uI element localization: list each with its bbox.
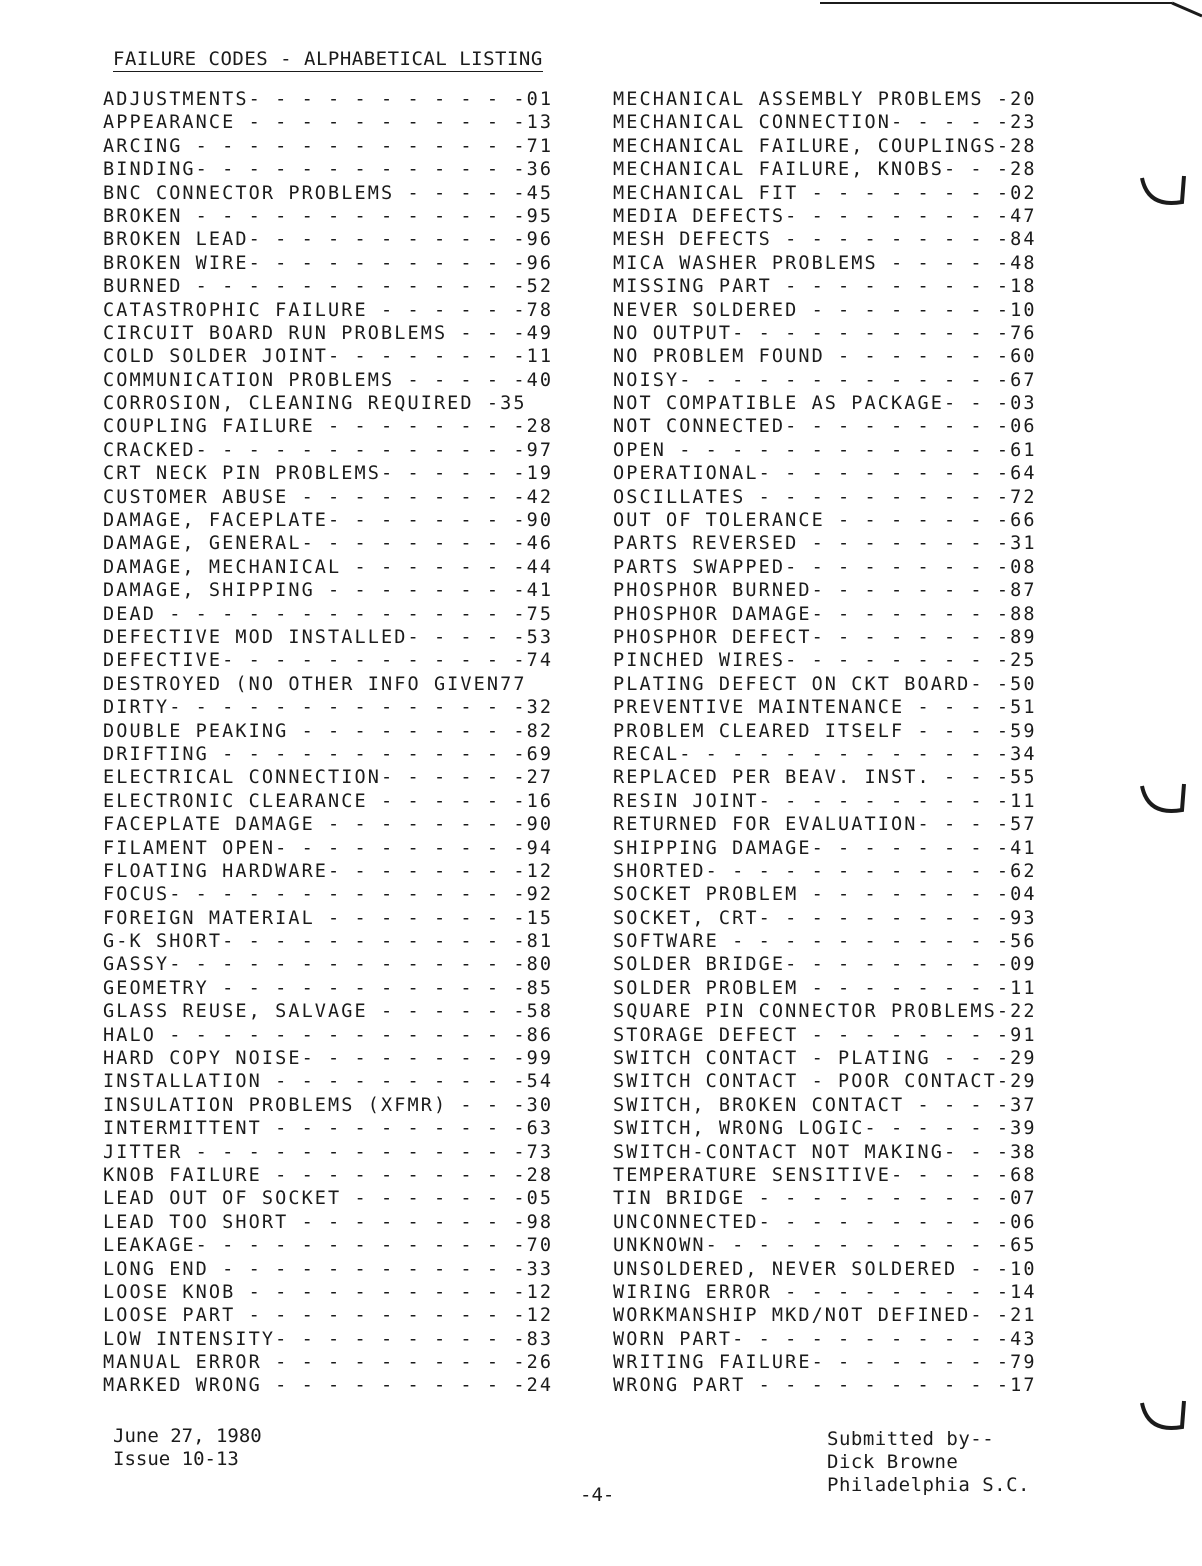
failure-code-entry: ADJUSTMENTS- - - - - - - - - - -01 [103,89,554,110]
failure-code-entry: DEAD - - - - - - - - - - - - - -75 [103,603,554,625]
failure-code-entry: INSTALLATION - - - - - - - - - -54 [103,1071,554,1093]
failure-code-entry: WIRING ERROR - - - - - - - - -14 [613,1281,1037,1303]
failure-code-entry: PHOSPHOR DEFECT- - - - - - - -89 [613,626,1037,648]
failure-code-entry: LOOSE PART - - - - - - - - - - -12 [103,1305,554,1327]
failure-code-entry: G-K SHORT- - - - - - - - - - - -81 [103,931,554,953]
failure-code-entry: DEFECTIVE MOD INSTALLED- - - - -53 [103,626,554,648]
failure-code-entry: LEAD OUT OF SOCKET - - - - - - -05 [103,1188,554,1210]
failure-code-entry: LEAKAGE- - - - - - - - - - - - -70 [103,1235,554,1257]
failure-code-entry: DEFECTIVE- - - - - - - - - - - -74 [103,650,554,672]
failure-code-entry: NOT CONNECTED- - - - - - - - -06 [613,416,1037,438]
failure-code-entry: UNCONNECTED- - - - - - - - - -06 [613,1211,1037,1233]
failure-code-entry: COUPLING FAILURE - - - - - - - -28 [103,416,554,438]
failure-code-entry: NO OUTPUT- - - - - - - - - - -76 [613,322,1037,344]
failure-code-entry: CUSTOMER ABUSE - - - - - - - - -42 [103,486,554,508]
issue-info [113,1425,262,1471]
failure-code-entry: MECHANICAL FAILURE, COUPLINGS-28 [613,135,1037,157]
failure-code-entry: MICA WASHER PROBLEMS - - - - -48 [613,252,1037,274]
failure-code-entry: BROKEN - - - - - - - - - - - - -95 [103,205,554,227]
failure-code-entry: SWITCH CONTACT - PLATING - - -29 [613,1048,1037,1070]
failure-code-entry: WRITING FAILURE- - - - - - - -79 [613,1352,1037,1374]
failure-code-entry: GASSY- - - - - - - - - - - - - -80 [103,954,554,976]
failure-code-entry: OPEN - - - - - - - - - - - - -61 [613,439,1037,461]
failure-code-entry: PARTS SWAPPED- - - - - - - - -08 [613,556,1037,578]
failure-code-entry: SOLDER BRIDGE- - - - - - - - -09 [613,954,1037,976]
failure-code-entry: SOCKET, CRT- - - - - - - - - -93 [613,907,1037,929]
failure-code-entry: SQUARE PIN CONNECTOR PROBLEMS-22 [613,1001,1037,1023]
failure-code-entry: FOREIGN MATERIAL - - - - - - - -15 [103,907,554,929]
failure-code-entry: HARD COPY NOISE- - - - - - - - -99 [103,1048,554,1070]
failure-code-entry: TEMPERATURE SENSITIVE- - - - -68 [613,1164,1037,1186]
binder-hole-mark-middle [1140,778,1190,828]
failure-code-entry: DOUBLE PEAKING - - - - - - - - -82 [103,720,554,742]
failure-code-entry: MARKED WRONG - - - - - - - - - -24 [103,1375,554,1397]
failure-code-entry: CRACKED- - - - - - - - - - - - -97 [103,439,554,461]
failure-code-entry: FLOATING HARDWARE- - - - - - - -12 [103,860,554,882]
failure-code-entry: JITTER - - - - - - - - - - - - -73 [103,1141,554,1163]
failure-code-entry: REPLACED PER BEAV. INST. - - -55 [613,767,1037,789]
failure-code-entry: LONG END - - - - - - - - - - - -33 [103,1258,554,1280]
failure-code-entry: MISSING PART - - - - - - - - -18 [613,276,1037,298]
failure-code-entry: OSCILLATES - - - - - - - - - -72 [613,486,1037,508]
failure-code-entry: ELECTRONIC CLEARANCE - - - - - -16 [103,790,554,812]
failure-code-entry: BURNED - - - - - - - - - - - - -52 [103,276,554,298]
failure-code-entry: DAMAGE, FACEPLATE- - - - - - - -90 [103,510,554,532]
failure-code-entry: APPEARANCE - - - - - - - - - - -13 [103,112,554,134]
failure-code-entry: PHOSPHOR DAMAGE- - - - - - - -88 [613,603,1037,625]
failure-code-entry: SOLDER PROBLEM - - - - - - - -11 [613,977,1037,999]
failure-code-entry: LOOSE KNOB - - - - - - - - - - -12 [103,1281,554,1303]
failure-code-entry: MECHANICAL FIT - - - - - - - -02 [613,182,1037,204]
submitted-by-label: Submitted by-- [827,1428,995,1450]
scan-corner-line [820,0,1202,20]
failure-code-entry: GEOMETRY - - - - - - - - - - - -85 [103,977,554,999]
failure-code-entry: BROKEN LEAD- - - - - - - - - - -96 [103,229,554,251]
failure-code-entry: RECAL- - - - - - - - - - - - -34 [613,743,1037,765]
failure-code-entry: FOCUS- - - - - - - - - - - - - -92 [103,884,554,906]
failure-code-entry: BINDING- - - - - - - - - - - - -36 [103,159,554,181]
failure-code-entry: TIN BRIDGE - - - - - - - - - -07 [613,1188,1037,1210]
failure-code-entry: UNKNOWN- - - - - - - - - - - -65 [613,1235,1037,1257]
failure-code-entry: WORKMANSHIP MKD/NOT DEFINED- -21 [613,1305,1037,1327]
failure-code-entry: ELECTRICAL CONNECTION- - - - - -27 [103,767,554,789]
failure-code-entry: MECHANICAL CONNECTION- - - - -23 [613,112,1037,134]
failure-code-entry: OPERATIONAL- - - - - - - - - -64 [613,463,1037,485]
failure-code-entry: DIRTY- - - - - - - - - - - - - -32 [103,697,554,719]
failure-code-entry: FILAMENT OPEN- - - - - - - - - -94 [103,837,554,859]
failure-code-entry: DRIFTING - - - - - - - - - - - -69 [103,743,554,765]
failure-code-entry: NO PROBLEM FOUND - - - - - - -60 [613,346,1037,368]
failure-code-entry: PLATING DEFECT ON CKT BOARD- -50 [613,673,1037,695]
failure-code-entry: CORROSION, CLEANING REQUIRED -35 [103,393,527,415]
failure-code-entry: SOCKET PROBLEM - - - - - - - -04 [613,884,1037,906]
failure-code-entry: NEVER SOLDERED - - - - - - - -10 [613,299,1037,321]
submitter-name: Dick Browne [827,1451,959,1473]
failure-code-entry: BNC CONNECTOR PROBLEMS - - - - -45 [103,182,554,204]
failure-code-entry: LOW INTENSITY- - - - - - - - - -83 [103,1328,554,1350]
failure-code-entry: KNOB FAILURE - - - - - - - - - -28 [103,1164,554,1186]
failure-code-entry: SHIPPING DAMAGE- - - - - - - -41 [613,837,1037,859]
issue-number: Issue 10-13 [113,1448,239,1470]
failure-code-entry: MEDIA DEFECTS- - - - - - - - -47 [613,205,1037,227]
failure-code-entry: DAMAGE, GENERAL- - - - - - - - -46 [103,533,554,555]
failure-code-entry: NOT COMPATIBLE AS PACKAGE- - -03 [613,393,1037,415]
failure-code-entry: LEAD TOO SHORT - - - - - - - - -98 [103,1211,554,1233]
issue-date: June 27, 1980 [113,1425,262,1447]
failure-code-entry: FACEPLATE DAMAGE - - - - - - - -90 [103,814,554,836]
failure-code-entry: SHORTED- - - - - - - - - - - -62 [613,860,1037,882]
failure-code-entry: PROBLEM CLEARED ITSELF - - - -59 [613,720,1037,742]
failure-code-entry: DESTROYED (NO OTHER INFO GIVEN77 [103,673,527,695]
failure-code-entry: WRONG PART - - - - - - - - - -17 [613,1375,1037,1397]
left-code-column [103,88,553,1398]
failure-code-entry: WORN PART- - - - - - - - - - -43 [613,1328,1037,1350]
failure-code-entry: PINCHED WIRES- - - - - - - - -25 [613,650,1037,672]
binder-hole-mark-bottom [1140,1395,1190,1445]
failure-code-entry: OUT OF TOLERANCE - - - - - - -66 [613,510,1037,532]
submitter-block [827,1428,1030,1497]
page-number: -4- [580,1484,615,1506]
failure-code-entry: MANUAL ERROR - - - - - - - - - -26 [103,1352,554,1374]
failure-code-entry: DAMAGE, SHIPPING - - - - - - - -41 [103,580,554,602]
submitter-office: Philadelphia S.C. [827,1474,1030,1496]
failure-code-entry: MECHANICAL FAILURE, KNOBS- - -28 [613,159,1037,181]
failure-code-entry: RESIN JOINT- - - - - - - - - -11 [613,790,1037,812]
failure-code-entry: GLASS REUSE, SALVAGE - - - - - -58 [103,1001,554,1023]
failure-code-entry: RETURNED FOR EVALUATION- - - -57 [613,814,1037,836]
failure-code-entry: INTERMITTENT - - - - - - - - - -63 [103,1118,554,1140]
failure-code-entry: PARTS REVERSED - - - - - - - -31 [613,533,1037,555]
failure-code-entry: CATASTROPHIC FAILURE - - - - - -78 [103,299,554,321]
failure-code-entry: COMMUNICATION PROBLEMS - - - - -40 [103,369,554,391]
failure-code-entry: PREVENTIVE MAINTENANCE - - - -51 [613,697,1037,719]
right-code-column [613,88,1037,1398]
failure-code-entry: MECHANICAL ASSEMBLY PROBLEMS -20 [613,89,1037,110]
failure-code-entry: ARCING - - - - - - - - - - - - -71 [103,135,554,157]
failure-code-entry: SWITCH-CONTACT NOT MAKING- - -38 [613,1141,1037,1163]
failure-code-entry: SOFTWARE - - - - - - - - - - -56 [613,931,1037,953]
failure-code-entry: UNSOLDERED, NEVER SOLDERED - -10 [613,1258,1037,1280]
failure-code-entry: BROKEN WIRE- - - - - - - - - - -96 [103,252,554,274]
failure-code-entry: INSULATION PROBLEMS (XFMR) - - -30 [103,1094,554,1116]
failure-code-entry: SWITCH, WRONG LOGIC- - - - - -39 [613,1118,1037,1140]
failure-code-entry: COLD SOLDER JOINT- - - - - - - -11 [103,346,554,368]
failure-code-entry: NOISY- - - - - - - - - - - - -67 [613,369,1037,391]
failure-code-entry: CIRCUIT BOARD RUN PROBLEMS - - -49 [103,322,554,344]
failure-code-entry: HALO - - - - - - - - - - - - - -86 [103,1024,554,1046]
failure-code-entry: SWITCH, BROKEN CONTACT - - - -37 [613,1094,1037,1116]
failure-code-entry: STORAGE DEFECT - - - - - - - -91 [613,1024,1037,1046]
binder-hole-mark-top [1140,170,1190,220]
failure-code-entry: MESH DEFECTS - - - - - - - - -84 [613,229,1037,251]
failure-code-entry: PHOSPHOR BURNED- - - - - - - -87 [613,580,1037,602]
failure-code-entry: CRT NECK PIN PROBLEMS- - - - - -19 [103,463,554,485]
failure-code-entry: DAMAGE, MECHANICAL - - - - - - -44 [103,556,554,578]
failure-code-entry: SWITCH CONTACT - POOR CONTACT-29 [613,1071,1037,1093]
listing-title: FAILURE CODES - ALPHABETICAL LISTING [113,48,543,70]
